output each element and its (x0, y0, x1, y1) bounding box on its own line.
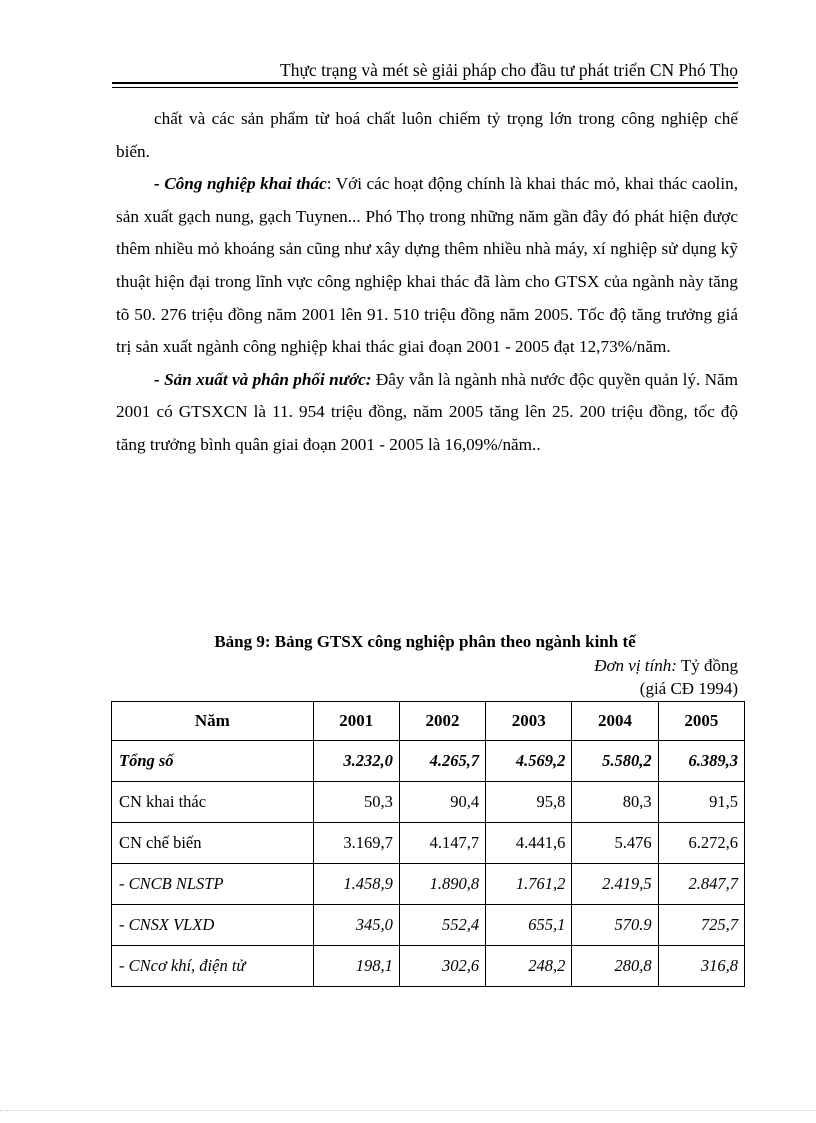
table-title: Bảng 9: Bảng GTSX công nghiệp phân theo ngành kinh tế (214, 632, 636, 651)
header-rule-thin (112, 87, 738, 88)
cell-value: 2.419,5 (572, 864, 658, 905)
cell-value: 2.847,7 (658, 864, 744, 905)
page-header: Thực trạng và mét sè giải pháp cho đầu tư phát triển CN Phó Thọ (280, 60, 738, 80)
table-row (112, 823, 745, 864)
table-row (112, 946, 745, 987)
data-table (111, 701, 745, 987)
row-label: - CNcơ khí, điện tử (112, 946, 314, 987)
paragraph-3-lead: - Sản xuất và phân phối nước: (154, 369, 372, 389)
cell-value: 345,0 (313, 905, 399, 946)
paragraph-2-lead: - Công nghiệp khai thác (154, 174, 327, 194)
cell-value: 90,4 (399, 782, 485, 823)
cell-value: 3.232,0 (313, 741, 399, 782)
paragraph-3 (116, 364, 738, 462)
cell-value: 5.476 (572, 823, 658, 864)
cell-value: 6.389,3 (658, 741, 744, 782)
paragraph-2-body: : Với các hoạt động chính là khai thác mỏ, khai thác caolin, sản xuất gạch nung, gạch Tuynen... Phó Thọ trong những năm gần đây đó phát hiện được thêm nhiều mỏ khoáng sản cũng như xây dựng thêm nhiều nhà máy, xí nghiệp sử dụng kỹ thuật hiện đại trong lĩnh vực công nghiệp khai thác đã làm cho GTSX của ngành này tăng tõ 50. 276 triệu đồng năm 2001 lên 91. 510 triệu đồng năm 2005. Tốc độ tăng trưởng giá trị sản xuất ngành công nghiệp khai thác giai đoạn 2001 - 2005 đạt 12,73%/năm. (116, 174, 738, 357)
cell-value: 1.761,2 (486, 864, 572, 905)
body-text (116, 103, 738, 462)
cell-value: 316,8 (658, 946, 744, 987)
table-header-row (112, 702, 745, 741)
cell-value: 5.580,2 (572, 741, 658, 782)
cell-value: 1.890,8 (399, 864, 485, 905)
paragraph-3-body: Đây vẫn là ngành nhà nước độc quyền quản lý. Năm 2001 có GTSXCN là 11. 954 triệu đồng, năm 2005 tăng lên 25. 200 triệu đồng, tốc độ tăng trưởng bình quân giai đoạn 2001 - 2005 là 16,09%/năm.. (116, 369, 738, 454)
header-cell: 2004 (572, 702, 658, 741)
table-row (112, 905, 745, 946)
cell-value: 4.147,7 (399, 823, 485, 864)
cell-value: 302,6 (399, 946, 485, 987)
header-cell: Năm (112, 702, 314, 741)
cell-value: 95,8 (486, 782, 572, 823)
cell-value: 1.458,9 (313, 864, 399, 905)
cell-value: 655,1 (486, 905, 572, 946)
cell-value: 80,3 (572, 782, 658, 823)
cell-value: 3.169,7 (313, 823, 399, 864)
cell-value: 4.265,7 (399, 741, 485, 782)
cell-value: 570.9 (572, 905, 658, 946)
paragraph-2 (116, 168, 738, 364)
unit-value: Tỷ đồng (676, 656, 738, 675)
row-label: - CNSX VLXD (112, 905, 314, 946)
header-cell: 2001 (313, 702, 399, 741)
table-unit (594, 655, 738, 677)
cell-value: 6.272,6 (658, 823, 744, 864)
page-bottom-divider (0, 1110, 816, 1111)
unit-label: Đơn vị tính: (594, 656, 677, 675)
header-cell: 2005 (658, 702, 744, 741)
paragraph-1: chất và các sản phẩm từ hoá chất luôn chiếm tỷ trọng lớn trong công nghiệp chế biến. (116, 109, 738, 161)
cell-value: 4.441,6 (486, 823, 572, 864)
table-row (112, 741, 745, 782)
table-row (112, 782, 745, 823)
row-label: CN khai thác (112, 782, 314, 823)
row-label: Tổng số (112, 741, 314, 782)
row-label: - CNCB NLSTP (112, 864, 314, 905)
cell-value: 198,1 (313, 946, 399, 987)
cell-value: 248,2 (486, 946, 572, 987)
header-rule-thick (112, 82, 738, 84)
cell-value: 50,3 (313, 782, 399, 823)
header-cell: 2003 (486, 702, 572, 741)
cell-value: 725,7 (658, 905, 744, 946)
row-label: CN chế biến (112, 823, 314, 864)
cell-value: 280,8 (572, 946, 658, 987)
cell-value: 91,5 (658, 782, 744, 823)
table-price-base: (giá CĐ 1994) (639, 679, 738, 698)
cell-value: 552,4 (399, 905, 485, 946)
header-cell: 2002 (399, 702, 485, 741)
table-row (112, 864, 745, 905)
cell-value: 4.569,2 (486, 741, 572, 782)
